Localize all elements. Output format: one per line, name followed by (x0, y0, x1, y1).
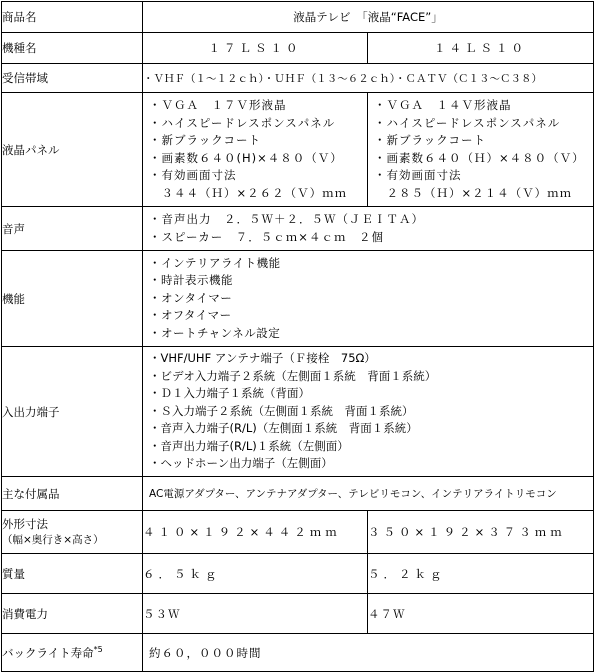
panel-b-line: ・ＶＧＡ １４Ｖ形液晶 (374, 98, 512, 112)
io-line: ・音声入力端子(R/L)（左側面１系統 背面１系統） (149, 421, 418, 436)
label-weight: 質量 (2, 554, 143, 594)
features-line: ・時計表示機能 (149, 273, 233, 288)
label-accessories: 主な付属品 (2, 477, 143, 511)
value-weight-a: ６．５ｋｇ (143, 554, 368, 594)
backlight-title: バックライト寿命 (2, 645, 94, 660)
value-io (143, 347, 594, 477)
io-line: ・Ｄ１入力端子１系統（背面） (149, 386, 310, 401)
value-dimensions-b: ３５０×１９２×３７３ｍｍ (368, 511, 594, 554)
value-power-b: ４７Ｗ (368, 594, 594, 634)
panel-b-line: ・画素数６４０（Ｈ）×４８０（Ｖ） (374, 150, 585, 165)
features-line: ・オフタイマー (149, 308, 232, 323)
features-line: ・オートチャンネル設定 (149, 325, 281, 340)
row-dimensions (2, 511, 594, 554)
label-dimensions (2, 511, 143, 554)
value-product: 液晶テレビ 「液晶“FACE”」 (143, 2, 594, 33)
row-weight (2, 554, 594, 594)
row-io (2, 347, 594, 477)
label-backlight (2, 634, 143, 672)
io-line: ・ヘッドホーン出力端子（左側面） (149, 456, 333, 471)
row-accessories (2, 477, 594, 511)
value-model-b: １４ＬＳ１０ (368, 33, 594, 64)
io-line: ・ビデオ入力端子２系統（左側面１系統 背面１系統） (149, 368, 437, 383)
spec-table (1, 1, 594, 672)
value-panel-b (368, 93, 594, 207)
value-weight-b: ５．２ｋｇ (368, 554, 594, 594)
panel-b-line: ２８５（Ｈ）×２１４（Ｖ）ｍｍ (374, 185, 573, 200)
value-reception: ・ＶＨＦ（１～１２ｃｈ）・ＵＨＦ（１３～６２ｃｈ）・ＣＡＴＶ（Ｃ１３～Ｃ３８） (143, 64, 594, 93)
value-audio (143, 207, 594, 251)
row-backlight (2, 634, 594, 672)
value-panel-a (143, 93, 368, 207)
label-model: 機種名 (2, 33, 143, 64)
label-reception: 受信帯域 (2, 64, 143, 93)
panel-a-line: ・ＶＧＡ １７Ｖ形液晶 (149, 98, 287, 112)
label-product: 商品名 (2, 2, 143, 33)
value-features (143, 251, 594, 347)
row-audio (2, 207, 594, 251)
panel-b-line: ・有効画面寸法 (374, 168, 462, 182)
row-reception (2, 64, 594, 93)
label-features: 機能 (2, 251, 143, 347)
panel-a-line: ３４４（Ｈ）×２６２（Ｖ）ｍｍ (149, 185, 348, 200)
label-panel: 液晶パネル (2, 93, 143, 207)
value-dimensions-a: ４１０×１９２×４４２ｍｍ (143, 511, 368, 554)
row-panel (2, 93, 594, 207)
panel-a-line: ・ハイスピードレスポンスパネル (149, 115, 336, 130)
panel-a-line: ・画素数６４０(H)×４８０（Ｖ） (149, 150, 343, 165)
audio-line: ・スピーカー ７．５ｃｍ×４ｃｍ ２個 (149, 229, 384, 244)
row-model (2, 33, 594, 64)
row-features (2, 251, 594, 347)
label-audio: 音声 (2, 207, 143, 251)
panel-a-line: ・新ブラックコート (149, 133, 262, 147)
row-product (2, 2, 594, 33)
footnote-marker: *5 (93, 644, 103, 654)
value-model-a: １７ＬＳ１０ (143, 33, 368, 64)
dimensions-title: 外形寸法 (2, 517, 48, 531)
label-io: 入出力端子 (2, 347, 143, 477)
row-power (2, 594, 594, 634)
panel-b-line: ・ハイスピードレスポンスパネル (374, 115, 561, 130)
features-line: ・オンタイマー (149, 290, 233, 305)
dimensions-subtitle: （幅×奥行き×高さ） (2, 534, 104, 546)
audio-line: ・音声出力 ２．５Ｗ＋２．５Ｗ（ＪＥＩＴＡ） (149, 212, 424, 226)
io-line: ・VHF/UHF アンテナ端子（Ｆ接栓 75Ω） (149, 351, 376, 366)
label-power: 消費電力 (2, 594, 143, 634)
panel-a-line: ・有効画面寸法 (149, 168, 237, 182)
features-line: ・インテリアライト機能 (149, 255, 281, 270)
io-line: ・音声出力端子(R/L)１系統（左側面） (149, 438, 349, 453)
value-accessories: AC電源アダプター、アンテナアダプター、テレビリモコン、インテリアライトリモコン (143, 477, 594, 511)
panel-b-line: ・新ブラックコート (374, 133, 487, 147)
value-power-a: ５３Ｗ (143, 594, 368, 634)
io-line: ・Ｓ入力端子２系統（左側面１系統 背面１系統） (149, 403, 414, 418)
value-backlight: 約６０，０００時間 (143, 634, 594, 672)
